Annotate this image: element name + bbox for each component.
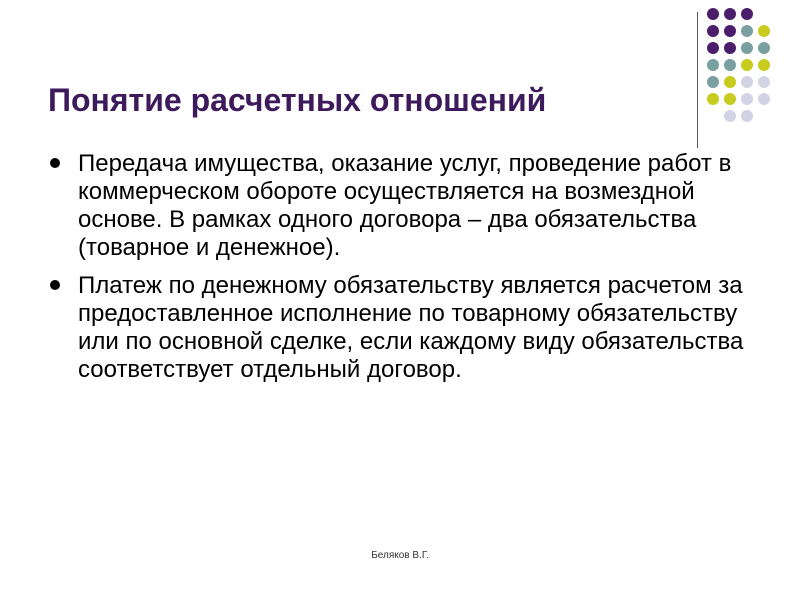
bullet-text-1: Передача имущества, оказание услуг, проведение работ в коммерческом обороте осуществляется на возмездной основе. В рамках одного договора – два обязательства (товарное и денежное). bbox=[78, 150, 732, 261]
decorative-dot bbox=[724, 25, 736, 37]
bullet-list bbox=[48, 150, 768, 394]
decorative-dot bbox=[758, 25, 770, 37]
decorative-dot-grid bbox=[700, 8, 800, 132]
decorative-dot bbox=[741, 76, 753, 88]
decorative-dot bbox=[707, 42, 719, 54]
decorative-dot bbox=[741, 93, 753, 105]
decorative-dot bbox=[724, 110, 736, 122]
decorative-dot bbox=[707, 93, 719, 105]
decorative-dot bbox=[707, 8, 719, 20]
decorative-dot bbox=[707, 76, 719, 88]
decorative-dot bbox=[724, 76, 736, 88]
decorative-dot bbox=[758, 93, 770, 105]
decorative-dot bbox=[707, 59, 719, 71]
decorative-dot bbox=[741, 59, 753, 71]
decorative-dot bbox=[724, 93, 736, 105]
decorative-dot bbox=[724, 8, 736, 20]
decorative-dot bbox=[741, 42, 753, 54]
bullet-item-2 bbox=[48, 272, 768, 384]
decorative-dot bbox=[758, 42, 770, 54]
decorative-dot bbox=[741, 110, 753, 122]
decorative-dot bbox=[707, 25, 719, 37]
decorative-dot bbox=[741, 8, 753, 20]
footer-author: Беляков В.Г. bbox=[371, 550, 429, 561]
decorative-dot bbox=[724, 59, 736, 71]
decorative-dot bbox=[741, 25, 753, 37]
slide-title: Понятие расчетных отношений bbox=[48, 82, 547, 118]
bullet-item-1 bbox=[48, 150, 768, 262]
bullet-dot-icon bbox=[50, 158, 60, 168]
decorative-dot bbox=[724, 42, 736, 54]
decorative-vertical-line bbox=[697, 12, 698, 148]
decorative-dot bbox=[758, 59, 770, 71]
bullet-text-2: Платеж по денежному обязательству является расчетом за предоставленное исполнение по товарному обязательству или по основной сделке, если каждому виду обязательства соответствует отдельный договор. bbox=[78, 272, 744, 383]
bullet-dot-icon bbox=[50, 280, 60, 290]
decorative-dot bbox=[758, 76, 770, 88]
